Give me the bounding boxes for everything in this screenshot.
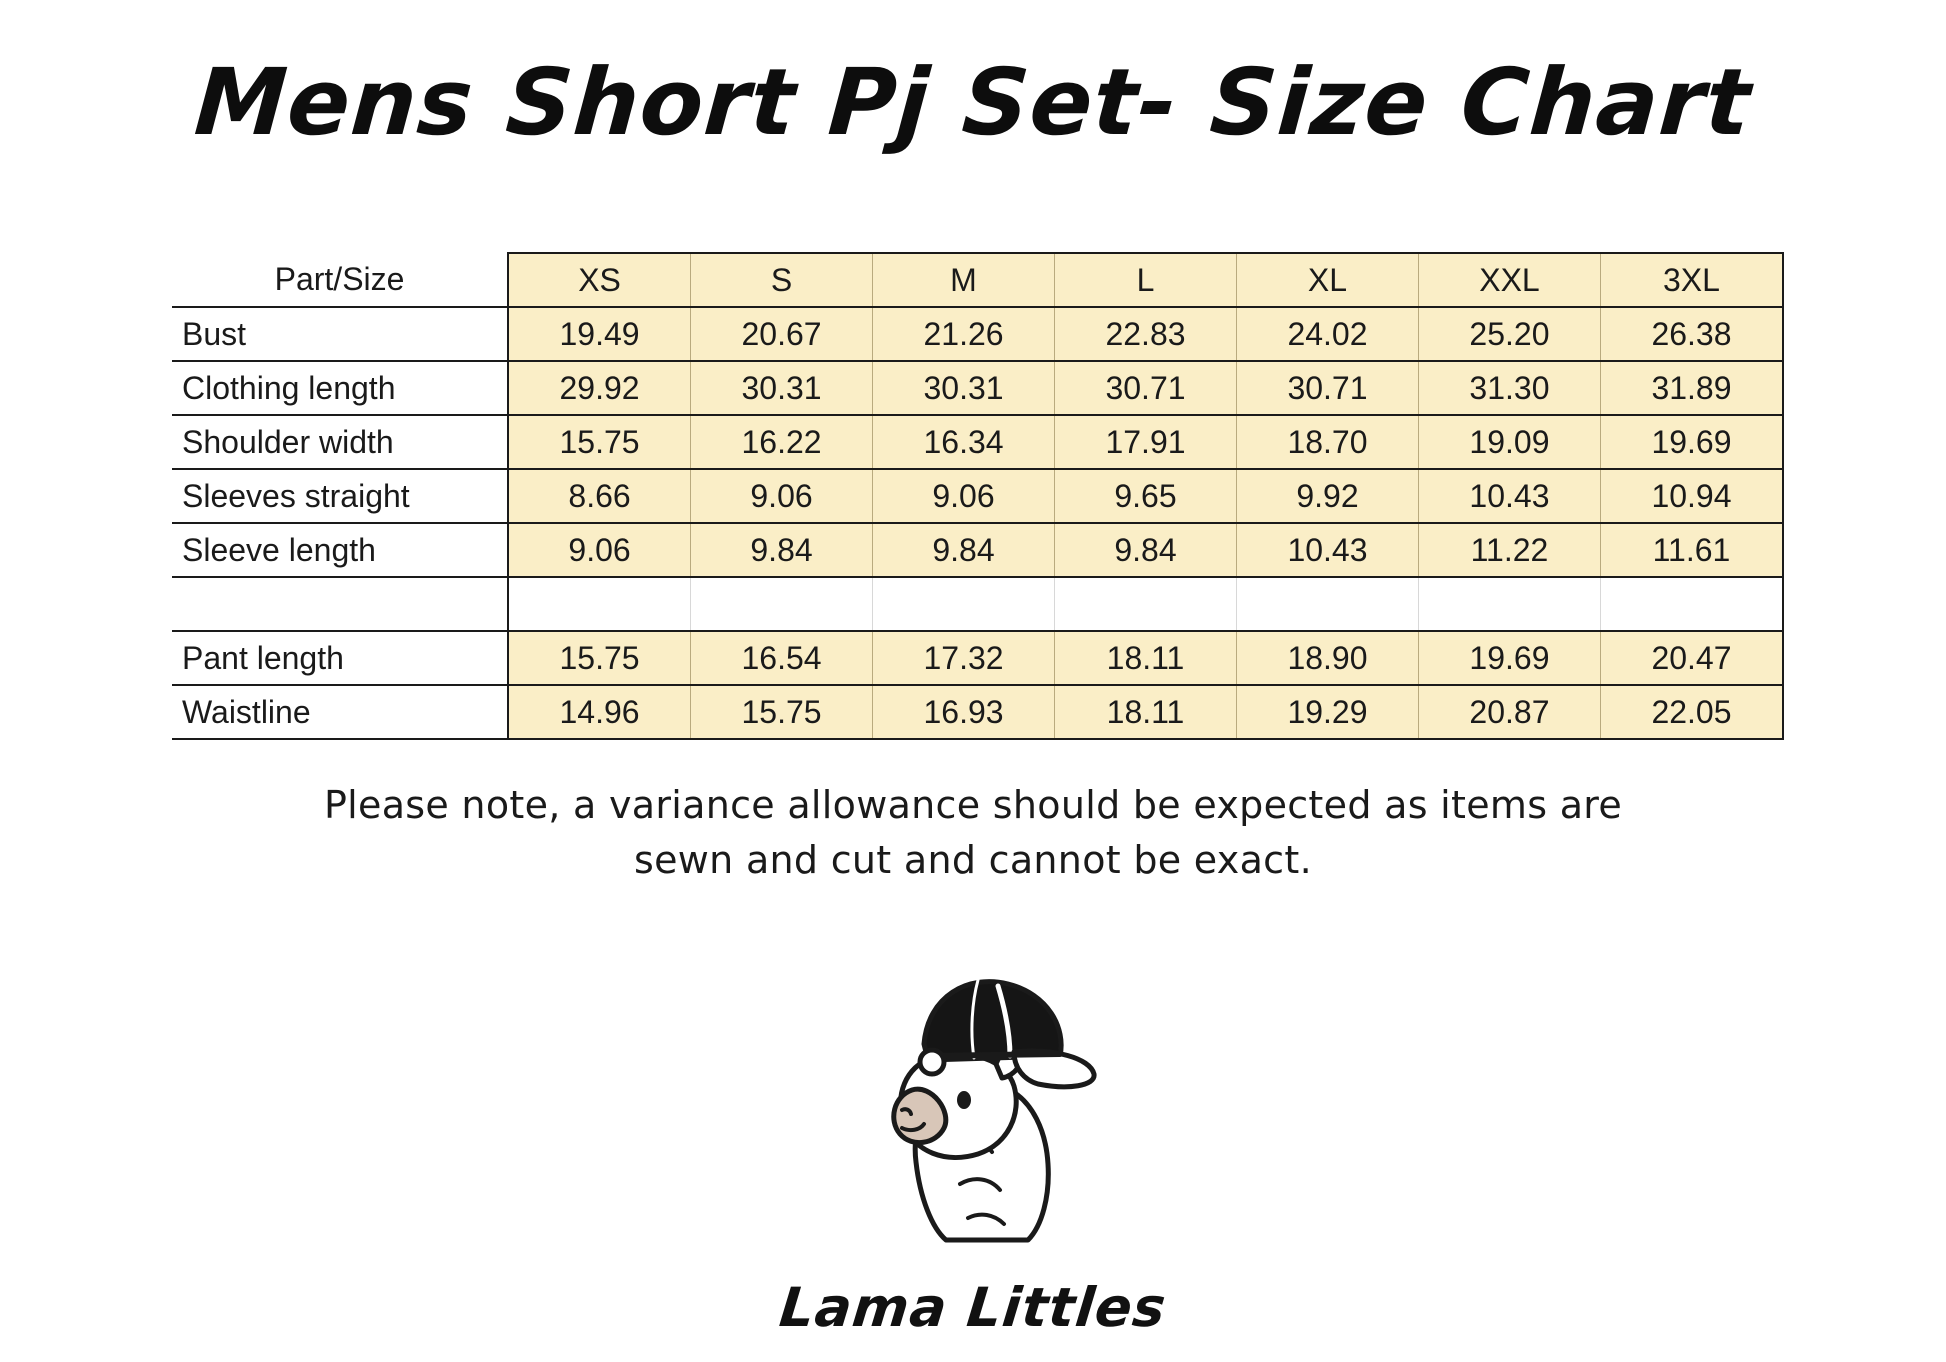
cell-shoulder-width-l: 17.91: [1055, 415, 1237, 469]
cell-clothing-length-xs: 29.92: [508, 361, 690, 415]
cell-shoulder-width-xl: 18.70: [1236, 415, 1418, 469]
table-row: [172, 523, 1783, 577]
spacer-cell-l: [1055, 577, 1237, 631]
table-row: [172, 415, 1783, 469]
cell-waistline-s: 15.75: [691, 685, 873, 739]
cell-pant-length-xl: 18.90: [1236, 631, 1418, 685]
table-corner-label: Part/Size: [172, 253, 508, 307]
cell-sleeves-straight-xxl: 10.43: [1418, 469, 1600, 523]
cell-waistline-xs: 14.96: [508, 685, 690, 739]
cell-pant-length-3xl: 20.47: [1600, 631, 1783, 685]
column-header-xl: XL: [1236, 253, 1418, 307]
brand-name: Lama Littles: [776, 1276, 1170, 1339]
cell-clothing-length-xl: 30.71: [1236, 361, 1418, 415]
table-row: [172, 631, 1783, 685]
cell-bust-3xl: 26.38: [1600, 307, 1783, 361]
cell-sleeves-straight-xl: 9.92: [1236, 469, 1418, 523]
cell-sleeves-straight-xs: 8.66: [508, 469, 690, 523]
cell-clothing-length-l: 30.71: [1055, 361, 1237, 415]
table-spacer-row: [172, 577, 1783, 631]
cell-clothing-length-m: 30.31: [873, 361, 1055, 415]
variance-note: Please note, a variance allowance should be expected as items are sewn and cut and cannot be exact.: [323, 783, 1623, 883]
table-head: [172, 253, 1783, 307]
row-label-pant-length: Pant length: [172, 631, 508, 685]
column-header-3xl: 3XL: [1600, 253, 1783, 307]
page-title: Mens Short Pj Set- Size Chart: [191, 49, 1755, 156]
cell-waistline-3xl: 22.05: [1600, 685, 1783, 739]
cell-sleeves-straight-s: 9.06: [691, 469, 873, 523]
spacer-cell-s: [691, 577, 873, 631]
cell-shoulder-width-xs: 15.75: [508, 415, 690, 469]
table-row: [172, 685, 1783, 739]
cell-bust-s: 20.67: [691, 307, 873, 361]
cell-sleeve-length-xxl: 11.22: [1418, 523, 1600, 577]
cell-bust-l: 22.83: [1055, 307, 1237, 361]
cell-sleeves-straight-3xl: 10.94: [1600, 469, 1783, 523]
cell-shoulder-width-s: 16.22: [691, 415, 873, 469]
row-label-waistline: Waistline: [172, 685, 508, 739]
row-label-sleeve-length: Sleeve length: [172, 523, 508, 577]
table-row: [172, 469, 1783, 523]
cell-waistline-xxl: 20.87: [1418, 685, 1600, 739]
table-row: [172, 361, 1783, 415]
cell-bust-xxl: 25.20: [1418, 307, 1600, 361]
cell-waistline-l: 18.11: [1055, 685, 1237, 739]
table-row: [172, 307, 1783, 361]
column-header-xs: XS: [508, 253, 690, 307]
spacer-cell-xs: [508, 577, 690, 631]
cell-sleeve-length-m: 9.84: [873, 523, 1055, 577]
column-header-s: S: [691, 253, 873, 307]
cell-sleeve-length-xs: 9.06: [508, 523, 690, 577]
spacer-cell-xl: [1236, 577, 1418, 631]
cell-waistline-m: 16.93: [873, 685, 1055, 739]
spacer-cell-3xl: [1600, 577, 1783, 631]
column-header-m: M: [873, 253, 1055, 307]
table-body: [172, 307, 1783, 739]
spacer-cell-xxl: [1418, 577, 1600, 631]
cell-pant-length-m: 17.32: [873, 631, 1055, 685]
row-label-shoulder-width: Shoulder width: [172, 415, 508, 469]
spacer-label: [172, 577, 508, 631]
brand-logo: [763, 940, 1183, 1339]
cell-clothing-length-s: 30.31: [691, 361, 873, 415]
cell-pant-length-s: 16.54: [691, 631, 873, 685]
cell-pant-length-l: 18.11: [1055, 631, 1237, 685]
column-header-xxl: XXL: [1418, 253, 1600, 307]
cell-sleeve-length-l: 9.84: [1055, 523, 1237, 577]
cell-sleeves-straight-l: 9.65: [1055, 469, 1237, 523]
llama-with-cap-icon: [828, 940, 1118, 1270]
cell-sleeve-length-3xl: 11.61: [1600, 523, 1783, 577]
cell-bust-m: 21.26: [873, 307, 1055, 361]
cell-clothing-length-3xl: 31.89: [1600, 361, 1783, 415]
cell-pant-length-xs: 15.75: [508, 631, 690, 685]
cell-shoulder-width-m: 16.34: [873, 415, 1055, 469]
cell-sleeves-straight-m: 9.06: [873, 469, 1055, 523]
cell-sleeve-length-s: 9.84: [691, 523, 873, 577]
cell-pant-length-xxl: 19.69: [1418, 631, 1600, 685]
spacer-cell-m: [873, 577, 1055, 631]
cell-bust-xs: 19.49: [508, 307, 690, 361]
row-label-clothing-length: Clothing length: [172, 361, 508, 415]
cell-bust-xl: 24.02: [1236, 307, 1418, 361]
cell-sleeve-length-xl: 10.43: [1236, 523, 1418, 577]
cell-shoulder-width-xxl: 19.09: [1418, 415, 1600, 469]
cell-waistline-xl: 19.29: [1236, 685, 1418, 739]
size-chart-table: [172, 252, 1784, 740]
table-header-row: [172, 253, 1783, 307]
row-label-sleeves-straight: Sleeves straight: [172, 469, 508, 523]
row-label-bust: Bust: [172, 307, 508, 361]
cell-clothing-length-xxl: 31.30: [1418, 361, 1600, 415]
cell-shoulder-width-3xl: 19.69: [1600, 415, 1783, 469]
column-header-l: L: [1055, 253, 1237, 307]
size-chart-table-wrap: [172, 252, 1784, 740]
